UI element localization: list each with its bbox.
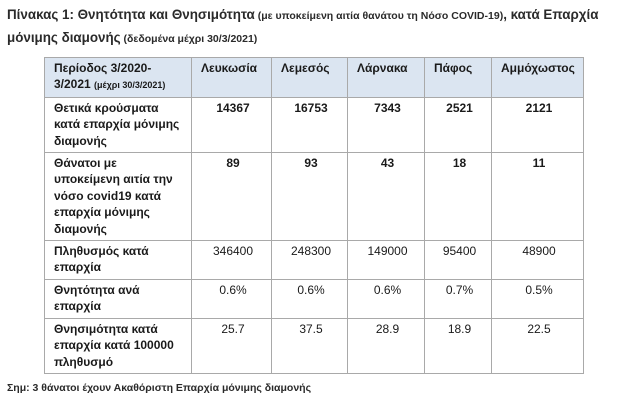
period-sub: (μέχρι 30/3/2021) (94, 80, 166, 91)
title-data-note: (δεδομένα μέχρι 30/3/2021) (120, 33, 258, 45)
table-cell: 28.9 (348, 318, 425, 373)
column-header: Λευκωσία (192, 58, 272, 98)
row-label: Θνησιμότητα κατά επαρχία κατά 100000 πληθυσμό (45, 318, 192, 373)
row-label: Θνητότητα ανά επαρχία (45, 279, 192, 318)
row-label: Πληθυσμός κατά επαρχία (45, 241, 192, 280)
period-label: Περίοδος 3/2020-3/2021 (54, 61, 152, 92)
column-header: Πάφος (425, 58, 492, 98)
row-label: Θάνατοι με υποκείμενη αιτία την νόσο covid19 κατά επαρχία μόνιμης διαμονής (45, 153, 192, 241)
title-main: Πίνακας 1: Θνητότητα και Θνησιμότητα (7, 7, 255, 22)
table-cell: 0.5% (492, 279, 584, 318)
table-cell: 0.6% (192, 279, 272, 318)
table-cell: 0.7% (425, 279, 492, 318)
table-cell: 11 (492, 153, 584, 241)
table-cell: 16753 (272, 97, 348, 152)
table-cell: 346400 (192, 241, 272, 280)
table-cell: 248300 (272, 241, 348, 280)
table-cell: 37.5 (272, 318, 348, 373)
table-cell: 18 (425, 153, 492, 241)
title-suffix: , κατά Επαρχία μόνιμης διαμονής (7, 7, 599, 45)
table-cell: 14367 (192, 97, 272, 152)
mortality-table (44, 57, 584, 374)
row-label: Θετικά κρούσματα κατά επαρχία μόνιμης διαμονής (45, 97, 192, 152)
table-cell: 25.7 (192, 318, 272, 373)
table-cell: 0.6% (348, 279, 425, 318)
table-cell: 22.5 (492, 318, 584, 373)
table-cell: 93 (272, 153, 348, 241)
table-cell: 2121 (492, 97, 584, 152)
table-row (45, 153, 584, 241)
table-cell: 0.6% (272, 279, 348, 318)
table-cell: 149000 (348, 241, 425, 280)
table-header-row (45, 58, 584, 98)
table-cell: 48900 (492, 241, 584, 280)
footnote: Σημ: 3 θάνατοι έχουν Ακαθόριστη Επαρχία μόνιμης διαμονής (7, 382, 312, 394)
period-header (45, 58, 192, 98)
table-row (45, 241, 584, 280)
table-cell: 95400 (425, 241, 492, 280)
table-cell: 7343 (348, 97, 425, 152)
table-cell: 89 (192, 153, 272, 241)
title-cause-note: (με υποκείμενη αιτία θανάτου τη Νόσο COVID-19) (254, 10, 504, 22)
column-header: Λάρνακα (348, 58, 425, 98)
column-header: Αμμόχωστος (492, 58, 584, 98)
table-cell: 18.9 (425, 318, 492, 373)
table-row (45, 97, 584, 152)
table-cell: 2521 (425, 97, 492, 152)
table-cell: 43 (348, 153, 425, 241)
column-header: Λεμεσός (272, 58, 348, 98)
table-row (45, 318, 584, 373)
table-row (45, 279, 584, 318)
table-title (7, 4, 619, 50)
